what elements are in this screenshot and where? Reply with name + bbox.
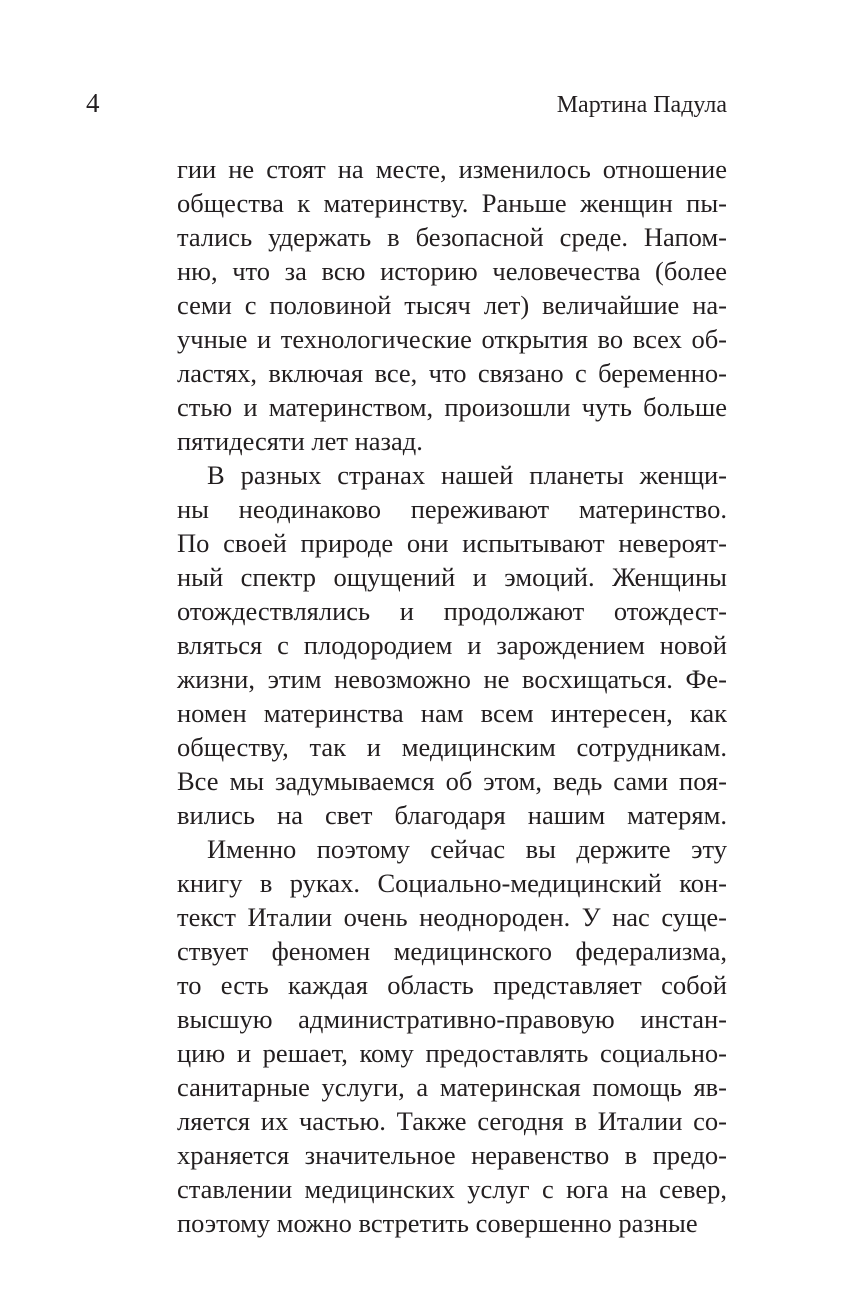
text-line: По своей природе они испытывают невероят- [177, 528, 727, 558]
text-line: Все мы задумываемся об этом, ведь сами поя- [177, 766, 727, 796]
text-line: номен материнства нам всем интересен, как [177, 698, 727, 728]
text-line: общества к материнству. Раньше женщин пы- [177, 188, 727, 218]
text-line: ный спектр ощущений и эмоций. Женщины [177, 562, 727, 592]
text-line: пятидесяти лет назад. [177, 426, 423, 456]
page-number: 4 [86, 88, 100, 118]
text-line: Именно поэтому сейчас вы держите эту [207, 834, 727, 864]
text-line: ластях, включая все, что связано с беременно- [177, 358, 727, 388]
text-line: вляться с плодородием и зарождением новой [177, 630, 727, 660]
text-line: ставлении медицинских услуг с юга на север, [177, 1174, 727, 1204]
text-line: то есть каждая область представляет собой [177, 970, 727, 1000]
text-line: ны неодинаково переживают материнство. [177, 494, 727, 524]
text-line: отождествлялись и продолжают отождест- [177, 596, 727, 626]
paragraph [177, 152, 727, 458]
text-line: санитарные услуги, а материнская помощь яв- [177, 1072, 727, 1102]
text-line: стью и материнством, произошли чуть больше [177, 392, 727, 422]
text-line: ню, что за всю историю человечества (более [177, 256, 727, 286]
text-line: высшую административно-правовую инстан- [177, 1004, 727, 1034]
paragraph [177, 832, 727, 1240]
text-line: обществу, так и медицинским сотрудникам. [177, 732, 727, 762]
text-line: семи с половиной тысяч лет) величайшие на- [177, 290, 727, 320]
body-text [177, 152, 727, 1240]
running-title: Мартина Падула [556, 92, 727, 118]
text-line: храняется значительное неравенство в предо- [177, 1140, 727, 1170]
text-line: ствует феномен медицинского федерализма, [177, 936, 727, 966]
text-line: текст Италии очень неоднороден. У нас суще- [177, 902, 727, 932]
text-line: гии не стоят на месте, изменилось отношение [177, 154, 727, 184]
text-line: ляется их частью. Также сегодня в Италии со- [177, 1106, 727, 1136]
text-line: поэтому можно встретить совершенно разные [177, 1208, 698, 1238]
text-line: книгу в руках. Социально-медицинский кон- [177, 868, 727, 898]
text-line: учные и технологические открытия во всех об- [177, 324, 727, 354]
text-line: цию и решает, кому предоставлять социально- [177, 1038, 727, 1068]
text-line: жизни, этим невозможно не восхищаться. Фе- [177, 664, 727, 694]
text-line: вились на свет благодаря нашим матерям. [177, 800, 727, 830]
paragraph [177, 458, 727, 832]
text-line: тались удержать в безопасной среде. Напом- [177, 222, 727, 252]
text-line: В разных странах нашей планеты женщи- [207, 460, 727, 490]
